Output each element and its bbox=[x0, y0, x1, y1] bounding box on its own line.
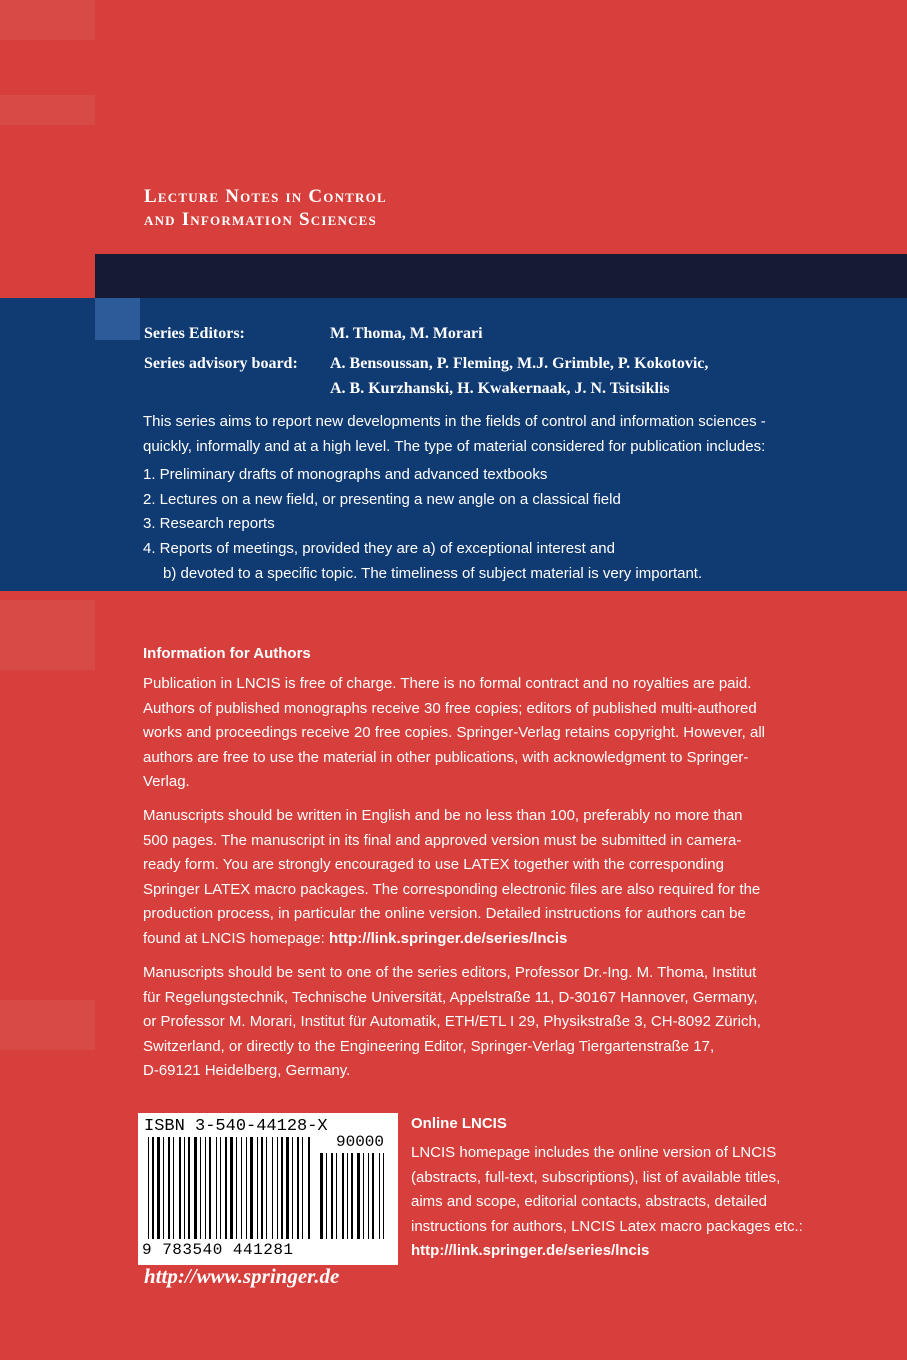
isbn-barcode bbox=[138, 1113, 398, 1265]
series-editors-names: M. Thoma, M. Morari bbox=[330, 325, 483, 342]
barcode-bar bbox=[297, 1137, 299, 1239]
barcode-bar bbox=[157, 1137, 160, 1239]
stripe-decoration bbox=[0, 95, 95, 125]
barcode-bar bbox=[168, 1137, 170, 1239]
barcode-addon-bar bbox=[383, 1153, 384, 1239]
barcode-addon-bar bbox=[357, 1153, 360, 1239]
series-title bbox=[144, 185, 387, 231]
barcode-bar bbox=[152, 1137, 154, 1239]
advisory-board-label: Series advisory board: bbox=[144, 355, 298, 372]
paragraph-line: Manuscripts should be sent to one of the series editors, Professor Dr.-Ing. M. Thoma, Institut bbox=[143, 964, 757, 981]
barcode-addon-bar bbox=[342, 1153, 344, 1239]
list-item: 4. Reports of meetings, provided they are a) of exceptional interest and bbox=[143, 540, 615, 557]
barcode-bar bbox=[179, 1137, 181, 1239]
barcode-bar bbox=[230, 1137, 233, 1239]
barcode-bar bbox=[302, 1137, 303, 1239]
barcode-addon-bar bbox=[347, 1153, 348, 1239]
barcode-bar bbox=[286, 1137, 289, 1239]
barcode-addon-bar bbox=[331, 1153, 333, 1239]
isbn-text: ISBN 3-540-44128-X bbox=[144, 1117, 328, 1136]
list-item: 2. Lectures on a new field, or presenting a new angle on a classical field bbox=[143, 491, 621, 508]
authors-paragraph-2 bbox=[143, 804, 793, 951]
advisory-board-names: A. B. Kurzhanski, H. Kwakernaak, J. N. Tsitsiklis bbox=[330, 380, 670, 397]
paragraph-line: production process, in particular the online version. Detailed instructions for authors can be bbox=[143, 905, 746, 922]
barcode-bar bbox=[261, 1137, 263, 1239]
online-link[interactable]: http://link.springer.de/series/lncis bbox=[411, 1242, 650, 1259]
paragraph-line: authors are free to use the material in other publications, with acknowledgment to Springer- bbox=[143, 748, 749, 766]
stripe-decoration bbox=[0, 0, 95, 40]
springer-url[interactable]: http://www.springer.de bbox=[144, 1264, 340, 1288]
series-editors-label: Series Editors: bbox=[144, 325, 245, 342]
series-description bbox=[143, 410, 793, 459]
barcode-bar bbox=[257, 1137, 258, 1239]
accent-square bbox=[95, 298, 140, 340]
online-paragraph bbox=[411, 1141, 831, 1264]
barcode-bar bbox=[250, 1137, 253, 1239]
list-item: 3. Research reports bbox=[143, 515, 275, 532]
barcode-addon-bar bbox=[363, 1153, 364, 1239]
description-line: This series aims to report new developments in the fields of control and information sciences - bbox=[143, 413, 766, 430]
paragraph-line: Springer LATEX macro packages. The corresponding electronic files are also required for the bbox=[143, 880, 761, 898]
barcode-bar bbox=[173, 1137, 174, 1239]
paragraph-line: LNCIS homepage includes the online version of LNCIS bbox=[411, 1144, 777, 1161]
lncis-homepage-link[interactable]: http://link.springer.de/series/lncis bbox=[328, 929, 568, 947]
paragraph-line: Manuscripts should be written in English and be no less than 100, preferably no more than bbox=[143, 807, 743, 824]
barcode-bar bbox=[246, 1137, 247, 1239]
paragraph-line: works and proceedings receive 20 free copies. Springer-Verlag retains copyright. However, all bbox=[143, 724, 765, 741]
paragraph-line bbox=[143, 927, 793, 952]
barcode-bar bbox=[188, 1137, 190, 1239]
barcode-addon-bar bbox=[368, 1153, 369, 1239]
authors-paragraph-3 bbox=[143, 961, 793, 1084]
barcode-bar bbox=[163, 1137, 164, 1239]
barcode-addon-bar bbox=[379, 1153, 380, 1239]
barcode-bar bbox=[241, 1137, 242, 1239]
paragraph-line: (abstracts, full-text, subscriptions), list of available titles, bbox=[411, 1168, 781, 1186]
barcode-addon-bar bbox=[351, 1153, 353, 1239]
paragraph-line: Verlag. bbox=[143, 773, 190, 790]
barcode-bar bbox=[225, 1137, 227, 1239]
barcode-bar bbox=[292, 1137, 293, 1239]
barcode-bar bbox=[148, 1137, 149, 1239]
online-heading: Online LNCIS bbox=[411, 1115, 507, 1132]
barcode-bar bbox=[194, 1137, 197, 1239]
list-item-continuation: b) devoted to a specific topic. The timeliness of subject material is very important. bbox=[163, 565, 703, 582]
paragraph-text: found at LNCIS homepage: bbox=[143, 929, 329, 947]
barcode-addon-bar bbox=[372, 1153, 374, 1239]
authors-paragraph-1 bbox=[143, 672, 793, 795]
list-item: 1. Preliminary drafts of monographs and advanced textbooks bbox=[143, 466, 548, 483]
series-title-line: and Information Sciences bbox=[144, 209, 377, 230]
barcode-bar bbox=[209, 1137, 211, 1239]
barcode-bar bbox=[216, 1137, 217, 1239]
barcode-bar bbox=[272, 1137, 273, 1239]
barcode-addon-bar bbox=[320, 1153, 323, 1239]
barcode-bar bbox=[308, 1137, 310, 1239]
paragraph-line: ready form. You are strongly encouraged to use LATEX together with the corresponding bbox=[143, 856, 724, 873]
barcode-bar bbox=[281, 1137, 283, 1239]
advisory-board-names: A. Bensoussan, P. Fleming, M.J. Grimble, P. Kokotovic, bbox=[330, 355, 709, 372]
series-title-line: Lecture Notes in Control bbox=[144, 186, 387, 207]
paragraph-line: für Regelungstechnik, Technische Universität, Appelstraße 11, D-30167 Hannover, Germany, bbox=[143, 988, 758, 1006]
barcode-bar bbox=[220, 1137, 221, 1239]
ean-text: 9 783540 441281 bbox=[142, 1241, 294, 1259]
authors-heading: Information for Authors bbox=[143, 645, 311, 662]
paragraph-line: D-69121 Heidelberg, Germany. bbox=[143, 1062, 351, 1079]
barcode-bar bbox=[236, 1137, 237, 1239]
stripe-decoration bbox=[0, 600, 95, 670]
paragraph-line: Authors of published monographs receive 30 free copies; editors of published multi-authored bbox=[143, 699, 757, 717]
paragraph-line: aims and scope, editorial contacts, abstracts, detailed bbox=[411, 1193, 768, 1210]
paragraph-line: 500 pages. The manuscript in its final and approved version must be submitted in camera- bbox=[143, 831, 742, 849]
paragraph-line: instructions for authors, LNCIS Latex macro packages etc.: bbox=[411, 1217, 803, 1235]
barcode-bar bbox=[184, 1137, 185, 1239]
dark-band bbox=[95, 254, 907, 298]
paragraph-line: or Professor M. Morari, Institut für Automatik, ETH/ETL I 29, Physikstraße 3, CH-8092 Zürich, bbox=[143, 1013, 761, 1030]
description-line: quickly, informally and at a high level. The type of material considered for publication includes: bbox=[143, 437, 766, 455]
barcode-addon-text: 90000 bbox=[336, 1133, 385, 1151]
barcode-addon-bar bbox=[326, 1153, 327, 1239]
barcode-addon-bar bbox=[336, 1153, 337, 1239]
stripe-decoration bbox=[0, 1000, 95, 1050]
barcode-bar bbox=[205, 1137, 206, 1239]
paragraph-line: Publication in LNCIS is free of charge. There is no formal contract and no royalties are paid. bbox=[143, 675, 752, 692]
barcode-bar bbox=[277, 1137, 278, 1239]
paragraph-line: Switzerland, or directly to the Engineering Editor, Springer-Verlag Tiergartenstraße 17, bbox=[143, 1037, 715, 1055]
barcode-bar bbox=[266, 1137, 267, 1239]
barcode-bar bbox=[200, 1137, 201, 1239]
